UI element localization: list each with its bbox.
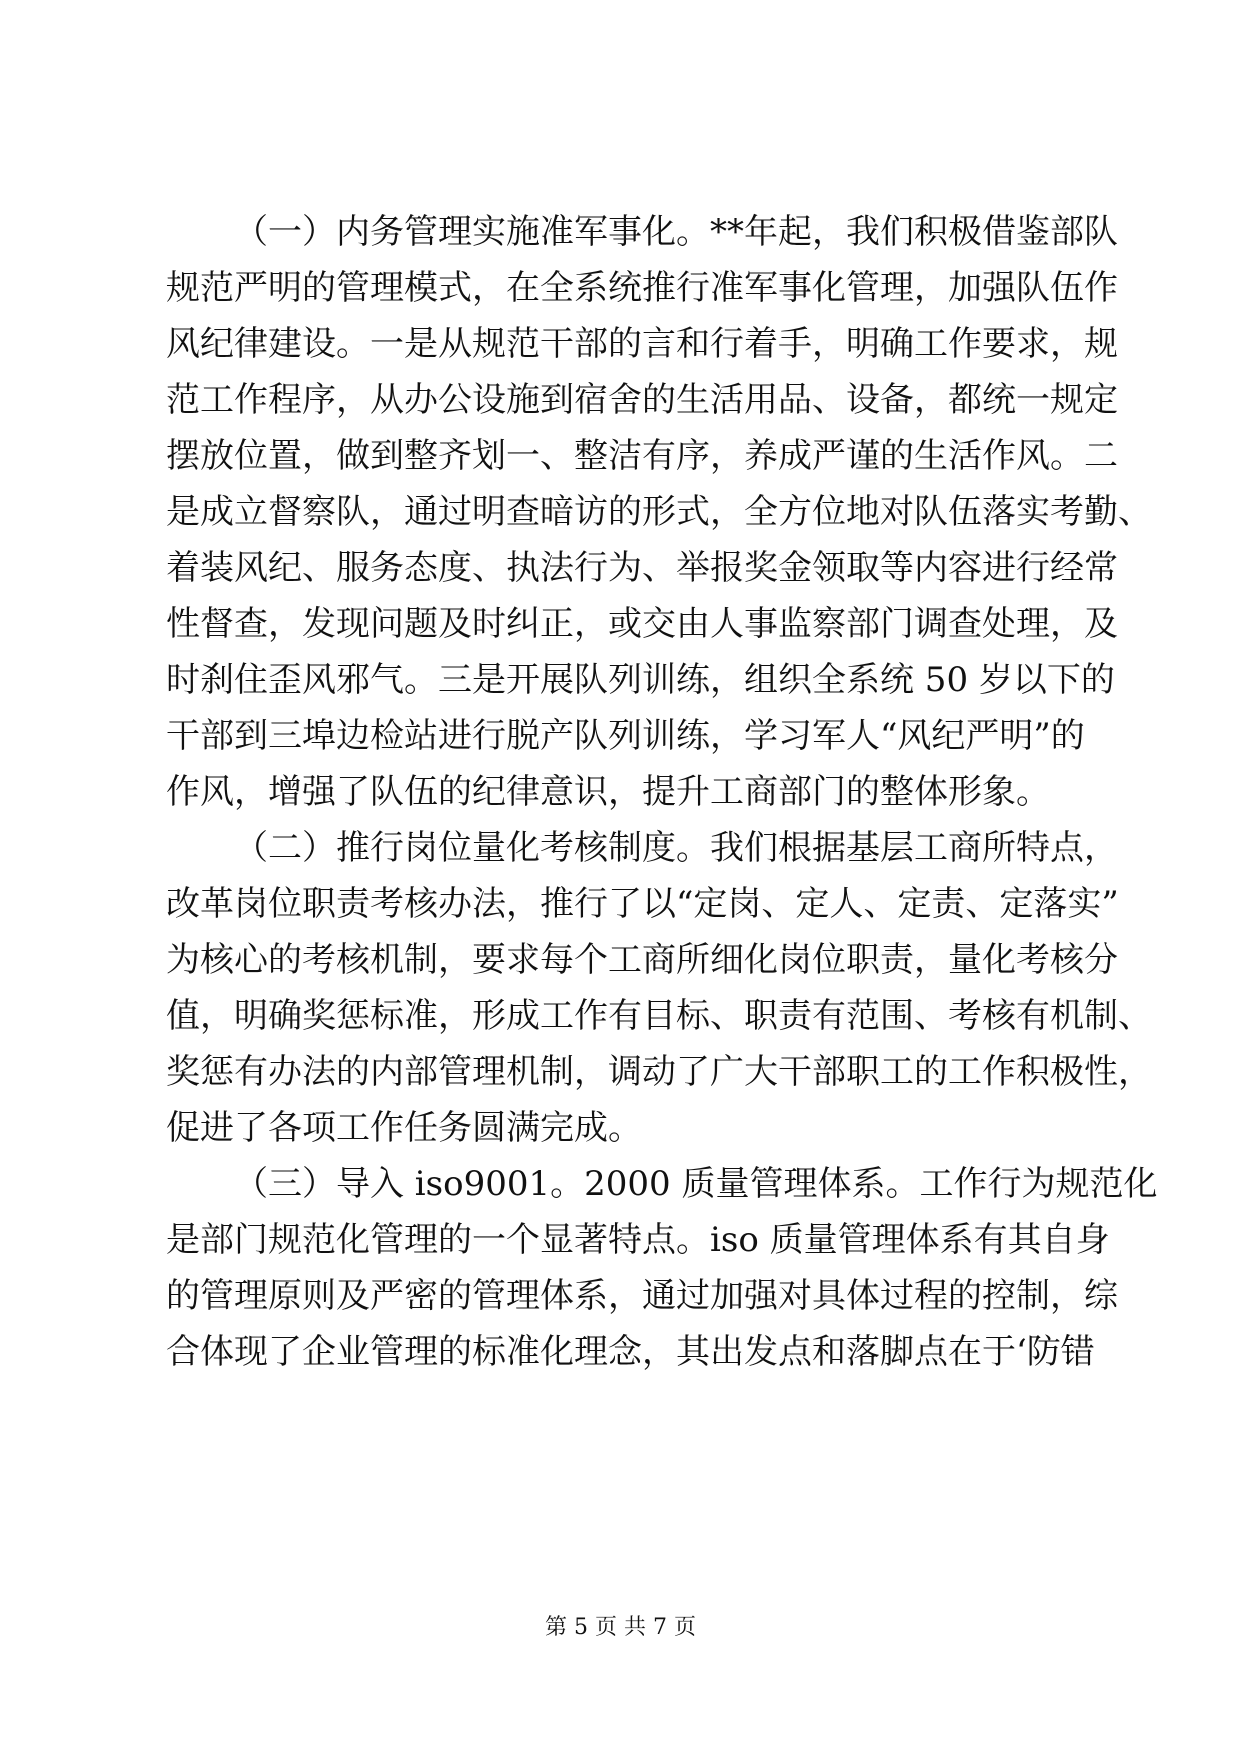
paragraph-1-line-1: （一）内务管理实施准军事化。**年起，我们积极借鉴部队 bbox=[234, 212, 1118, 252]
paragraph-2-line-6: 促进了各项工作任务圆满完成。 bbox=[166, 1108, 642, 1148]
paragraph-1-line-6: 是成立督察队，通过明查暗访的形式，全方位地对队伍落实考勤、 bbox=[166, 492, 1152, 532]
paragraph-3-line-1: （三）导入 iso9001。2000 质量管理体系。工作行为规范化 bbox=[234, 1164, 1158, 1204]
paragraph-1-line-11: 作风，增强了队伍的纪律意识，提升工商部门的整体形象。 bbox=[166, 772, 1050, 812]
paragraph-1-line-4: 范工作程序，从办公设施到宿舍的生活用品、设备，都统一规定 bbox=[166, 380, 1118, 420]
paragraph-1-line-10: 干部到三埠边检站进行脱产队列训练，学习军人“风纪严明”的 bbox=[166, 716, 1085, 756]
page-number-footer: 第 5 页 共 7 页 bbox=[545, 1615, 696, 1640]
paragraph-1-line-7: 着装风纪、服务态度、执法行为、举报奖金领取等内容进行经常 bbox=[166, 548, 1118, 588]
paragraph-2-line-1: （二）推行岗位量化考核制度。我们根据基层工商所特点， bbox=[234, 828, 1118, 868]
paragraph-2-line-2: 改革岗位职责考核办法，推行了以“定岗、定人、定责、定落实” bbox=[166, 884, 1119, 924]
paragraph-3-line-3: 的管理原则及严密的管理体系，通过加强对具体过程的控制，综 bbox=[166, 1276, 1118, 1316]
paragraph-1-line-2: 规范严明的管理模式，在全系统推行准军事化管理，加强队伍作 bbox=[166, 268, 1118, 308]
paragraph-2-line-3: 为核心的考核机制，要求每个工商所细化岗位职责，量化考核分 bbox=[166, 940, 1118, 980]
paragraph-1-line-3: 风纪律建设。一是从规范干部的言和行着手，明确工作要求，规 bbox=[166, 324, 1118, 364]
paragraph-2-line-5: 奖惩有办法的内部管理机制，调动了广大干部职工的工作积极性， bbox=[166, 1052, 1152, 1092]
paragraph-3-line-4: 合体现了企业管理的标准化理念，其出发点和落脚点在于‘防错 bbox=[166, 1332, 1095, 1372]
paragraph-3-line-2: 是部门规范化管理的一个显著特点。iso 质量管理体系有其自身 bbox=[166, 1220, 1110, 1260]
paragraph-1-line-9: 时刹住歪风邪气。三是开展队列训练，组织全系统 50 岁以下的 bbox=[166, 660, 1115, 700]
paragraph-1-line-8: 性督查，发现问题及时纠正，或交由人事监察部门调查处理，及 bbox=[166, 604, 1118, 644]
paragraph-1-line-5: 摆放位置，做到整齐划一、整洁有序，养成严谨的生活作风。二 bbox=[166, 436, 1118, 476]
paragraph-2-line-4: 值，明确奖惩标准，形成工作有目标、职责有范围、考核有机制、 bbox=[166, 996, 1152, 1036]
